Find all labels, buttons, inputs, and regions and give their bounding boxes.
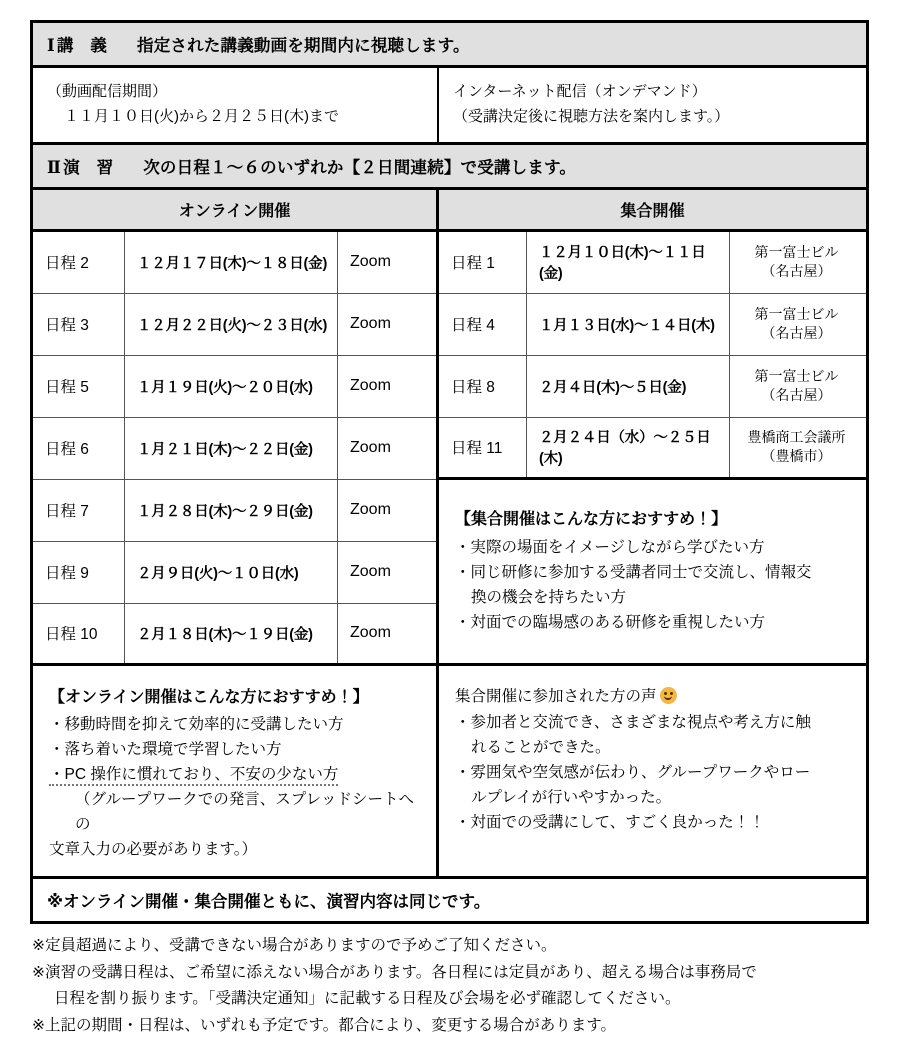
list-item: ・参加者と交流でき、さまざまな視点や考え方に触 — [455, 713, 811, 731]
online-row-platform: Zoom — [350, 253, 391, 270]
online-row-label: 日程 7 — [33, 480, 125, 541]
online-row-date: ２月９日(火)～１０日(水) — [125, 542, 338, 603]
venue-city: （名古屋） — [761, 325, 832, 341]
online-row-platform: Zoom — [350, 501, 391, 518]
video-period-title: （動画配信期間） — [47, 83, 168, 100]
online-row-label: 日程 2 — [33, 232, 125, 293]
onsite-row-label: 日程 11 — [439, 418, 527, 477]
footnote-3: ※上記の期間・日程は、いずれも予定です。都合により、変更する場合があります。 — [32, 1017, 617, 1035]
lecture-period-row — [33, 68, 866, 145]
online-feature-list — [49, 712, 424, 863]
table-row — [33, 294, 436, 356]
online-row-platform: Zoom — [350, 315, 391, 332]
list-item-underlined: ・PC 操作に慣れており、不安の少ない方 — [49, 766, 338, 786]
venue-name: 第一富士ビル — [754, 244, 839, 261]
section-2-roman: Ⅱ — [47, 157, 62, 177]
onsite-row-date: ２月４日(木)～５日(金) — [527, 356, 730, 417]
list-item-continuation: 換の機会を持ちたい方 — [471, 588, 627, 606]
section-2-banner — [33, 145, 866, 190]
list-item: ・移動時間を抑えて効率的に受講したい方 — [49, 715, 344, 733]
venue-name: 第一富士ビル — [754, 306, 839, 323]
online-row-date: １２月１７日(木)～１８日(金) — [125, 232, 338, 293]
table-row — [439, 294, 866, 356]
onsite-row-label: 日程 8 — [439, 356, 527, 417]
list-item: ・実際の場面をイメージしながら学びたい方 — [455, 538, 765, 556]
onsite-recommendation-title: 【集合開催はこんな方におすすめ！】 — [455, 510, 728, 528]
online-row-label: 日程 5 — [33, 356, 125, 417]
online-row-date: ２月１８日(木)～１９日(金) — [125, 604, 338, 663]
onsite-row-date: １２月１０日(木)～１１日(金) — [527, 232, 730, 293]
onsite-row-venue — [730, 232, 863, 293]
online-row-platform: Zoom — [350, 439, 391, 456]
delivery-method-cell — [439, 68, 866, 142]
section-1-label: 講 義 — [56, 37, 108, 55]
delivery-method-line-1: インターネット配信（オンデマンド） — [453, 83, 707, 100]
online-feature-title: 【オンライン開催はこんな方におすすめ！】 — [49, 688, 369, 706]
online-feature-note-line-1: （グループワークでの発言、スプレッドシートへの — [75, 790, 414, 833]
online-row-platform: Zoom — [350, 624, 391, 641]
list-item: ・同じ研修に参加する受講者同士で交流し、情報交 — [455, 563, 812, 581]
footnote-1: ※定員超過により、受講できない場合がありますので予めご了知ください。 — [32, 937, 557, 955]
online-row-label: 日程 6 — [33, 418, 125, 479]
section-1-banner — [33, 23, 866, 68]
online-row-platform: Zoom — [350, 563, 391, 580]
smiling-face-emoji — [660, 687, 677, 704]
list-item: ・落ち着いた環境で学習したい方 — [49, 740, 282, 758]
onsite-recommendation-list — [455, 535, 852, 635]
online-feature-box — [33, 666, 439, 877]
onsite-row-venue — [730, 356, 863, 417]
schedule-body — [33, 232, 866, 666]
online-row-platform: Zoom — [350, 377, 391, 394]
schedule-column-headers — [33, 190, 866, 232]
onsite-recommendation-block — [439, 480, 866, 666]
video-period-cell — [33, 68, 439, 142]
section-2-text: 次の日程１～６のいずれか【２日間連続】で受講します。 — [143, 158, 577, 177]
section-2-label: 演 習 — [63, 158, 114, 177]
venue-city: （名古屋） — [761, 263, 832, 279]
online-feature-note-line-2: 文章入力の必要があります。） — [49, 841, 258, 859]
venue-name: 豊橋商工会議所 — [747, 429, 846, 446]
online-row-label: 日程 9 — [33, 542, 125, 603]
list-item-continuation: れることができた。 — [471, 738, 611, 756]
table-row — [439, 356, 866, 418]
footnote-2-continuation: 日程を割り振ります。「受講決定通知」に記載する日程及び会場を必ず確認してください。 — [54, 990, 681, 1008]
venue-city: （名古屋） — [761, 387, 832, 403]
online-row-date: １２月２２日(火)～２３日(水) — [125, 294, 338, 355]
table-row — [33, 418, 436, 480]
onsite-voices-heading: 集合開催に参加された方の声 — [455, 687, 657, 705]
online-row-date: １月２１日(木)～２２日(金) — [125, 418, 338, 479]
table-row — [33, 232, 436, 294]
venue-city: （豊橋市） — [761, 448, 832, 464]
table-row — [439, 232, 866, 294]
online-schedule-panel — [33, 232, 439, 666]
onsite-schedule-panel — [439, 232, 866, 666]
list-item-continuation: ルプレイが行いやすかった。 — [471, 788, 672, 806]
onsite-row-date: １月１３日(水)～１４日(木) — [527, 294, 730, 355]
video-period-value: １１月１０日(火)から２月２５日(木)まで — [64, 107, 339, 125]
list-item: ・雰囲気や空気感が伝わり、グループワークやロー — [455, 763, 811, 781]
onsite-row-venue — [730, 294, 863, 355]
section-1-text: 指定された講義動画を期間内に視聴します。 — [137, 37, 470, 55]
feature-boxes-row — [33, 666, 866, 880]
online-row-date: １月２８日(木)～２９日(金) — [125, 480, 338, 541]
list-item: ・対面での臨場感のある研修を重視したい方 — [455, 613, 766, 631]
onsite-row-venue — [730, 418, 863, 477]
online-row-label: 日程 10 — [33, 604, 125, 663]
online-row-label: 日程 3 — [33, 294, 125, 355]
onsite-row-date: ２月２４日（水）～２５日(木) — [527, 418, 730, 477]
footnote-2: ※演習の受講日程は、ご希望に添えない場合があります。各日程には定員があり、超える場合は事務局で — [32, 963, 757, 981]
onsite-voices-box — [439, 666, 866, 877]
onsite-row-label: 日程 1 — [439, 232, 527, 293]
list-item: ・対面での受講にして、すごく良かった！！ — [455, 813, 765, 831]
column-header-online: オンライン開催 — [33, 190, 439, 229]
table-row — [439, 418, 866, 480]
table-row — [33, 356, 436, 418]
final-notice-banner: ※オンライン開催・集合開催ともに、演習内容は同じです。 — [33, 879, 866, 921]
schedule-table — [30, 20, 869, 924]
onsite-voices-list — [455, 710, 854, 836]
table-row — [33, 480, 436, 542]
column-header-onsite: 集合開催 — [439, 190, 866, 229]
table-row — [33, 604, 436, 666]
table-row — [33, 542, 436, 604]
onsite-row-label: 日程 4 — [439, 294, 527, 355]
online-row-date: １月１９日(火)～２０日(水) — [125, 356, 338, 417]
section-1-roman: Ⅰ — [47, 36, 55, 55]
delivery-method-line-2: （受講決定後に視聴方法を案内します。） — [453, 107, 730, 125]
list-item — [49, 762, 424, 787]
venue-name: 第一富士ビル — [754, 368, 839, 385]
onsite-voices-heading-row — [455, 684, 854, 706]
